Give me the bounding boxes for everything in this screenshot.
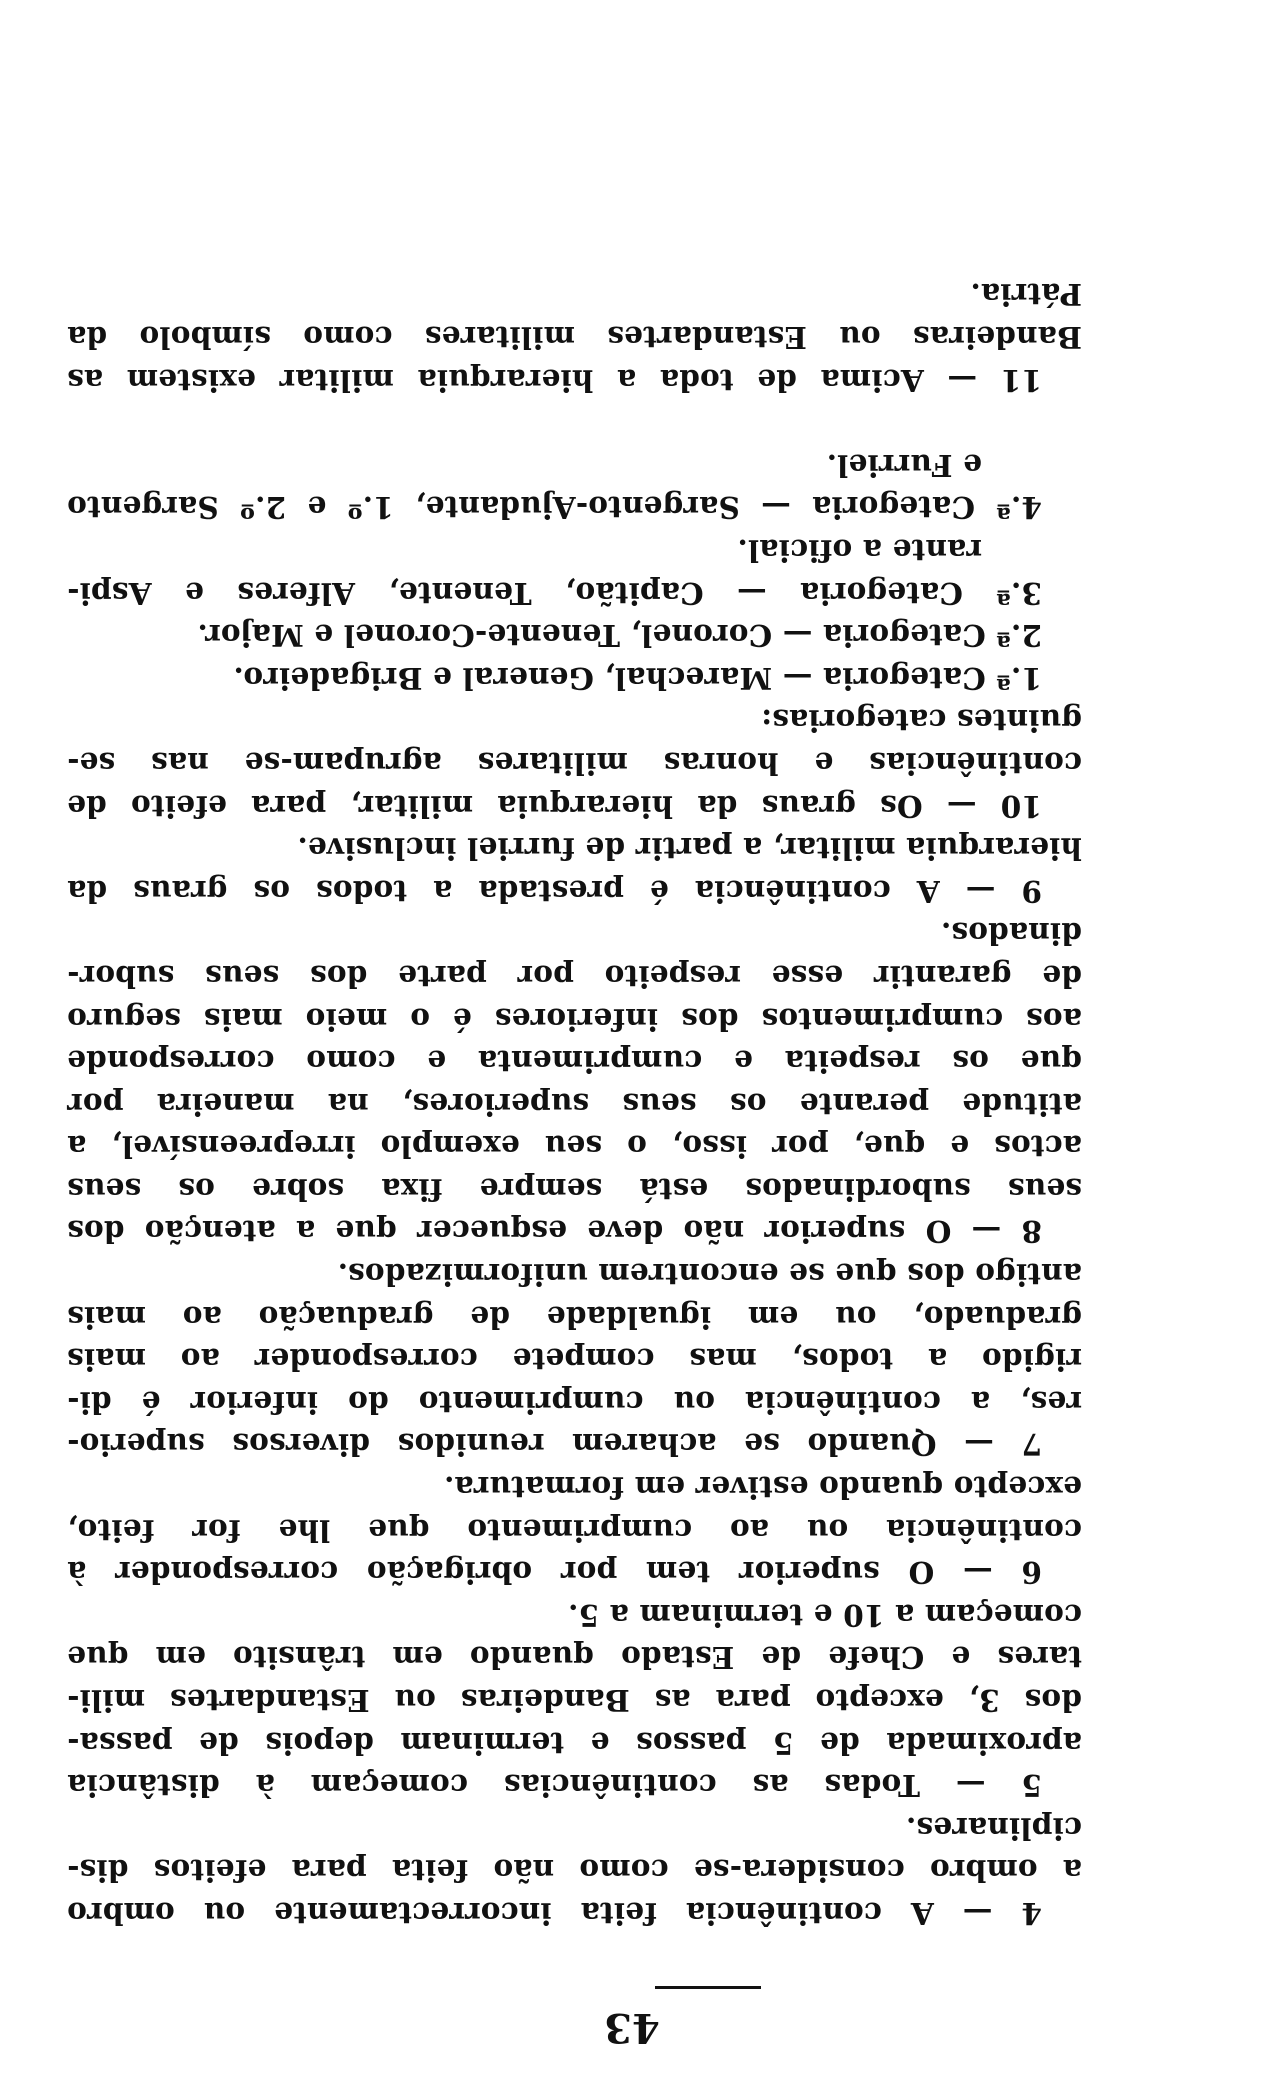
paragraph-11-line-2: Bandeiras ou Estandartes militares como símbolo da	[67, 320, 1082, 356]
paragraph-7-line-4: graduado, ou em igualdade de graduação ao mais	[67, 1299, 1082, 1335]
paragraph-7-line-5: antigo dos que se encontrem uniformizados.	[337, 1257, 1082, 1293]
page-body	[67, 273, 1082, 1934]
paragraph-5-line-2: aproximada de 5 passos e terminam depois de passa-	[67, 1725, 1082, 1761]
paragraph-8-line-2: seus subordinados está sempre fixa sobre os seus	[67, 1171, 1082, 1207]
category-4-line-1: 4.ª Categoria — Sargento-Ajudante, 1.º e 2.º Sargento	[67, 490, 1042, 526]
paragraph-8-line-4: atitude perante os seus superiores, na maneira por	[67, 1086, 1082, 1122]
paragraph-4-line-3: ciplinares.	[905, 1810, 1082, 1846]
paragraph-5-line-3: dos 3, excepto para as Bandeiras ou Estandartes mili-	[67, 1683, 1082, 1719]
paragraph-6-line-2: continência ou ao cumprimento que lhe for feito,	[67, 1512, 1082, 1548]
header-rule	[655, 1986, 761, 1989]
category-4-line-2: e Furriel.	[826, 447, 982, 483]
paragraph-9-line-1: 9 — A continência é prestada a todos os graus da	[67, 873, 1042, 909]
paragraph-11-line-1: 11 — Acima de toda a hierarquia militar existem as	[67, 362, 1042, 398]
paragraph-4-line-1: 4 — A continência feita incorrectamente ou ombro	[67, 1896, 1042, 1931]
paragraph-6-line-1: 6 — O superior tem por obrigação corresponder à	[67, 1555, 1042, 1591]
paragraph-8-line-8: dinados.	[940, 916, 1082, 952]
paragraph-8-line-7: de garantir esse respeito por parte dos seus subor-	[67, 958, 1082, 994]
paragraph-6-line-3: excepto quando estiver em formatura.	[443, 1470, 1082, 1506]
category-1: 1.ª Categoria — Marechal, General e Brigadeiro.	[233, 660, 1042, 696]
paragraph-8-line-1: 8 — O superior não deve esquecer que a atenção dos	[67, 1214, 1042, 1250]
category-3-line-1: 3.ª Categoria — Capitão, Tenente, Alferes e Aspi-	[67, 575, 1042, 611]
paragraph-8-line-3: actos e que, por isso, o seu exemplo irrepreensível, a	[67, 1129, 1082, 1165]
paragraph-7-line-3: rigido a todos, mas compete corresponder ao mais	[67, 1342, 1082, 1378]
paragraph-5-line-1: 5 — Todas as continências começam à distância	[67, 1768, 1042, 1804]
paragraph-10-line-1: 10 — Os graus da hierarquia militar, para efeito de	[67, 788, 1042, 824]
spacer	[67, 401, 1082, 444]
paragraph-5-line-4: tares e Chefe de Estado quando em trânsito em que	[67, 1640, 1082, 1676]
paragraph-10-line-3: guintes categorias:	[761, 703, 1082, 739]
category-3-line-2: rante a oficial.	[737, 533, 982, 568]
paragraph-9-line-2: hierarquia militar, a partir de furriel inclusive.	[297, 831, 1082, 867]
paragraph-11-line-3: Pátria.	[970, 277, 1082, 313]
page-number: 43	[604, 2004, 660, 2051]
paragraph-4-line-2: a ombro considera-se como não feita para efeitos dis-	[67, 1853, 1082, 1889]
paragraph-7-line-1: 7 — Quando se acharem reunidos diversos superio-	[67, 1427, 1042, 1463]
category-2: 2.ª Categoria — Coronel, Tenente-Coronel e Major.	[197, 618, 1042, 654]
paragraph-10-line-2: continências e honras militares agrupam-se nas se-	[67, 745, 1082, 781]
paragraph-7-line-2: res, a continência ou cumprimento do inferior é di-	[67, 1384, 1082, 1420]
paragraph-8-line-5: que os respeita e cumprimenta e como corresponde	[67, 1044, 1082, 1080]
paragraph-8-line-6: aos cumprimentos dos inferiores é o meio mais seguro	[67, 1001, 1082, 1037]
paragraph-5-line-5: começam a 10 e terminam a 5.	[567, 1597, 1082, 1633]
